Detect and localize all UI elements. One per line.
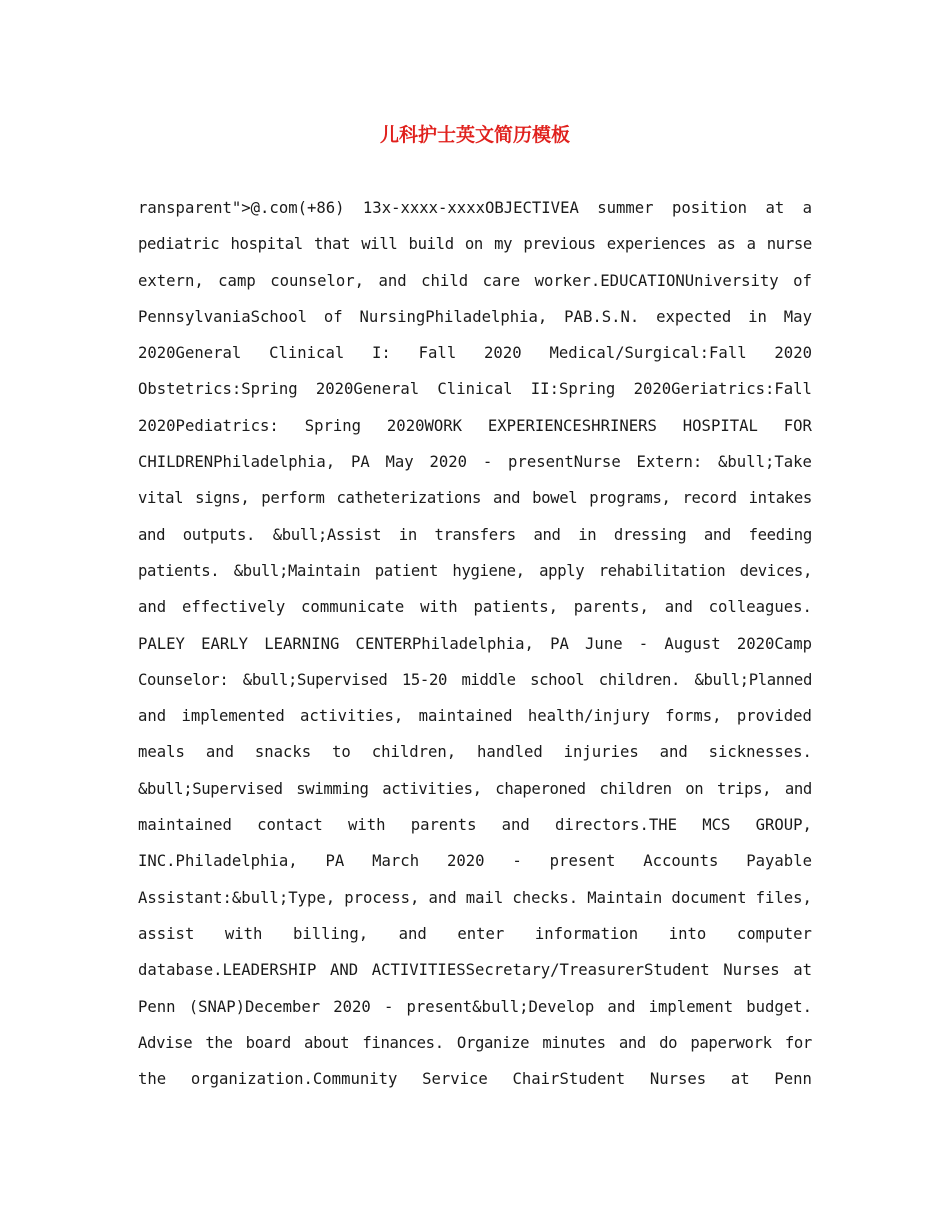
text-word: and [138, 598, 167, 617]
text-word: Extern: [636, 453, 703, 472]
text-word: trips, [716, 779, 772, 798]
text-word: intakes [748, 489, 812, 508]
text-word: with [347, 816, 386, 835]
text-word: and [618, 1033, 646, 1052]
text-word: Payable [746, 852, 812, 871]
text-word: &bull;Assist [272, 525, 382, 544]
text-word: Accounts [643, 852, 719, 871]
text-word: &bull;Planned [694, 670, 812, 689]
text-word: meals [138, 743, 185, 762]
text-word: patient [374, 561, 438, 580]
text-line [138, 734, 812, 770]
text-word: EXPERIENCESHRINERS [487, 416, 657, 435]
text-word: minutes [542, 1033, 606, 1052]
text-word: billing, [293, 924, 369, 943]
text-word: at [793, 961, 812, 980]
text-word: chaperoned [495, 779, 586, 798]
text-word: and [493, 489, 521, 508]
text-word: summer [597, 199, 654, 217]
text-word: 2020General [315, 380, 420, 399]
text-word: information [534, 924, 639, 943]
text-word: patients, [473, 598, 558, 617]
text-word: Nurses [723, 961, 780, 980]
text-word: children. [598, 670, 681, 689]
text-word: a [802, 199, 812, 217]
text-line [138, 1025, 812, 1061]
text-word: document [671, 888, 747, 907]
text-word: 2020 [484, 344, 522, 363]
text-line [138, 916, 812, 952]
text-word: maintained [418, 707, 513, 726]
text-word: and [205, 743, 234, 762]
text-word: at [765, 199, 785, 217]
text-word: 2020Geriatrics:Fall [633, 380, 812, 399]
text-word: parents [410, 816, 477, 835]
text-word: with [420, 598, 458, 617]
text-word: board [245, 1033, 291, 1052]
text-word: and [428, 888, 457, 907]
text-word: ChairStudent [512, 1070, 626, 1089]
text-word: for [784, 1033, 812, 1052]
text-word: - [482, 453, 493, 472]
text-word: files, [755, 888, 812, 907]
text-word: devices, [739, 561, 812, 580]
text-line [138, 299, 812, 335]
text-word: parents, [573, 598, 649, 617]
text-word: sicknesses. [708, 743, 812, 762]
text-word: position [671, 199, 748, 217]
text-word: paperwork [690, 1033, 772, 1052]
text-word: March [372, 852, 420, 871]
text-word: Medical/Surgical:Fall [549, 344, 747, 363]
text-line [138, 626, 812, 662]
text-word: effectively [181, 598, 286, 617]
text-word: in [748, 307, 767, 326]
text-word: finances. [362, 1033, 444, 1052]
text-word: 2020General [138, 344, 242, 363]
text-word: maintained [138, 816, 232, 835]
text-line [138, 771, 812, 807]
text-word: and [784, 779, 812, 798]
text-word: NursingPhiladelphia, [359, 307, 548, 326]
text-word: 2020WORK [386, 416, 463, 435]
text-word: MCS [702, 816, 731, 835]
text-word: the [138, 1070, 167, 1089]
text-word: organization.Community [190, 1070, 398, 1089]
text-line [138, 698, 812, 734]
text-word: pediatric [138, 235, 220, 254]
document-title: 儿科护士英文简历模板 [379, 124, 570, 146]
text-word: Obstetrics:Spring [138, 380, 298, 399]
text-word: provided [736, 707, 812, 726]
text-word: and [703, 525, 731, 544]
text-word: database.LEADERSHIP [138, 961, 317, 980]
text-word: 2020Camp [736, 634, 812, 653]
text-word: feeding [748, 525, 812, 544]
text-word: Advise [138, 1033, 193, 1052]
text-word: assist [138, 924, 195, 943]
text-line [138, 263, 812, 299]
text-word: the [205, 1033, 233, 1052]
text-word: handled [477, 743, 543, 762]
text-word: Organize [456, 1033, 530, 1052]
text-word: and [659, 743, 688, 762]
text-word: &bull;Maintain [233, 561, 361, 580]
text-line [138, 880, 812, 916]
text-word: communicate [301, 598, 405, 617]
text-word: health/injury [527, 707, 650, 726]
text-word: nurse [766, 235, 812, 254]
text-word: - [638, 634, 649, 653]
text-line [138, 408, 812, 444]
text-word: in [578, 525, 597, 544]
text-word: children, [371, 743, 457, 762]
text-line [138, 335, 812, 371]
text-word: catheterizations [336, 489, 482, 508]
text-word: dressing [613, 525, 687, 544]
text-word: Spring [304, 416, 362, 435]
text-word: 15-20 [401, 670, 448, 689]
text-word: - [383, 997, 394, 1016]
text-word: ransparent">@.com(+86) [138, 199, 345, 217]
text-word: FOR [783, 416, 812, 435]
text-word: PennsylvaniaSchool [138, 307, 307, 326]
text-word: - [512, 852, 522, 871]
text-word: PA [325, 852, 345, 871]
text-word: Maintain [587, 888, 663, 907]
text-word: present&bull;Develop [406, 997, 595, 1016]
text-word: extern, [138, 271, 204, 290]
text-line [138, 952, 812, 988]
text-word: hospital [230, 235, 303, 254]
text-word: budget. [746, 997, 812, 1016]
text-word: Counselor: [138, 670, 229, 689]
text-word: (SNAP)December [188, 997, 321, 1016]
text-word: August [664, 634, 721, 653]
text-word: Clinical [437, 380, 513, 399]
text-word: PA [550, 634, 569, 653]
text-line [138, 190, 812, 226]
text-word: and [664, 598, 693, 617]
text-word: AND [329, 961, 359, 980]
text-word: and [378, 271, 407, 290]
text-word: &bull;Supervised [242, 670, 388, 689]
text-line [138, 480, 812, 516]
text-line [138, 517, 812, 553]
text-word: my [494, 235, 513, 254]
text-word: a [746, 235, 756, 254]
text-word: 2020 [333, 997, 371, 1016]
text-word: process, [344, 888, 420, 907]
text-word: PAB.S.N. [564, 307, 640, 326]
text-word: GROUP, [755, 816, 812, 835]
text-word: transfers [434, 525, 516, 544]
text-word: computer [736, 924, 812, 943]
text-word: enter [457, 924, 505, 943]
text-word: that [313, 235, 351, 254]
text-word: bowel [532, 489, 578, 508]
text-word: Service [422, 1070, 488, 1089]
text-word: injuries [563, 743, 639, 762]
text-word: implemented [181, 707, 285, 726]
text-word: snacks [254, 743, 312, 762]
text-word: II:Spring [530, 380, 616, 399]
text-word: and [138, 707, 167, 726]
text-word: build [408, 235, 454, 254]
text-word: worker.EDUCATIONUniversity [534, 271, 779, 290]
text-line [138, 553, 812, 589]
text-line [138, 371, 812, 407]
text-word: LEARNING [264, 634, 340, 653]
text-word: EARLY [201, 634, 249, 653]
text-word: 2020 [429, 453, 468, 472]
text-word: apply [539, 561, 585, 580]
text-word: PA [350, 453, 370, 472]
text-word: &bull;Take [718, 453, 812, 472]
text-word: activities, [382, 779, 482, 798]
text-word: and [607, 997, 636, 1016]
text-word: HOSPITAL [682, 416, 758, 435]
text-word: 2020 [774, 344, 812, 363]
text-word: at [730, 1070, 750, 1089]
text-word: middle [461, 670, 516, 689]
text-word: school [530, 670, 585, 689]
text-word: and [138, 525, 166, 544]
text-word: CHILDRENPhiladelphia, [138, 453, 336, 472]
text-word: mail [465, 888, 504, 907]
text-word: expected [656, 307, 732, 326]
text-word: care [482, 271, 521, 290]
text-word: with [224, 924, 263, 943]
text-line [138, 226, 812, 262]
text-word: counselor, [270, 271, 365, 290]
text-word: checks. [512, 888, 579, 907]
text-word: presentNurse [508, 453, 621, 472]
text-word: Clinical [269, 344, 345, 363]
text-word: about [304, 1033, 350, 1052]
text-word: May [385, 453, 414, 472]
text-word: ACTIVITIESSecretary/TreasurerStudent [371, 961, 710, 980]
text-word: June [585, 634, 623, 653]
text-word: and [501, 816, 530, 835]
text-word: of [323, 307, 343, 326]
text-word: Penn [774, 1070, 812, 1089]
text-line [138, 807, 812, 843]
resume-body-text [138, 190, 812, 1097]
text-word: May [783, 307, 812, 326]
text-word: child [421, 271, 469, 290]
text-line [138, 1061, 812, 1097]
text-word: swimming [296, 779, 369, 798]
text-word: on [464, 235, 483, 254]
text-word: directors.THE [555, 816, 678, 835]
text-word: to [332, 743, 351, 762]
text-word: camp [218, 271, 256, 290]
text-word: record [682, 489, 737, 508]
text-line [138, 989, 812, 1025]
text-word: hygiene, [452, 561, 525, 580]
text-word: PALEY [138, 634, 185, 653]
text-word: in [398, 525, 417, 544]
text-word: &bull;Supervised [138, 779, 283, 798]
text-word: 2020 [446, 852, 485, 871]
text-line [138, 843, 812, 879]
text-word: and [533, 525, 561, 544]
text-word: colleagues. [708, 598, 812, 617]
text-word: 2020Pediatrics: [138, 416, 279, 435]
text-word: INC.Philadelphia, [138, 852, 298, 871]
text-word: implement [648, 997, 734, 1016]
text-word: rehabilitation [598, 561, 726, 580]
text-word: Penn [138, 997, 176, 1016]
text-word: vital [138, 489, 184, 508]
text-line [138, 589, 812, 625]
text-word: I: [372, 344, 391, 363]
text-word: on [685, 779, 704, 798]
text-word: forms, [665, 707, 722, 726]
text-word: activities, [300, 707, 404, 726]
text-word: into [668, 924, 707, 943]
text-word: will [361, 235, 398, 254]
text-word: experiences [606, 235, 707, 254]
text-word: signs, [195, 489, 250, 508]
text-word: Assistant:&bull;Type, [138, 888, 336, 907]
text-word: 13x-xxxx-xxxxOBJECTIVEA [362, 199, 579, 217]
text-word: and [398, 924, 427, 943]
text-word: outputs. [182, 525, 256, 544]
text-word: as [717, 235, 736, 254]
text-word: children [599, 779, 672, 798]
text-word: patients. [138, 561, 220, 580]
text-word: previous [523, 235, 596, 254]
text-word: programs, [589, 489, 671, 508]
text-word: CENTERPhiladelphia, [355, 634, 534, 653]
text-word: present [549, 852, 616, 871]
text-word: Fall [418, 344, 457, 363]
text-word: contact [257, 816, 323, 835]
text-word: Nurses [649, 1070, 707, 1089]
text-word: do [659, 1033, 678, 1052]
text-word: of [793, 271, 812, 290]
text-word: perform [261, 489, 325, 508]
text-line [138, 662, 812, 698]
text-line [138, 444, 812, 480]
